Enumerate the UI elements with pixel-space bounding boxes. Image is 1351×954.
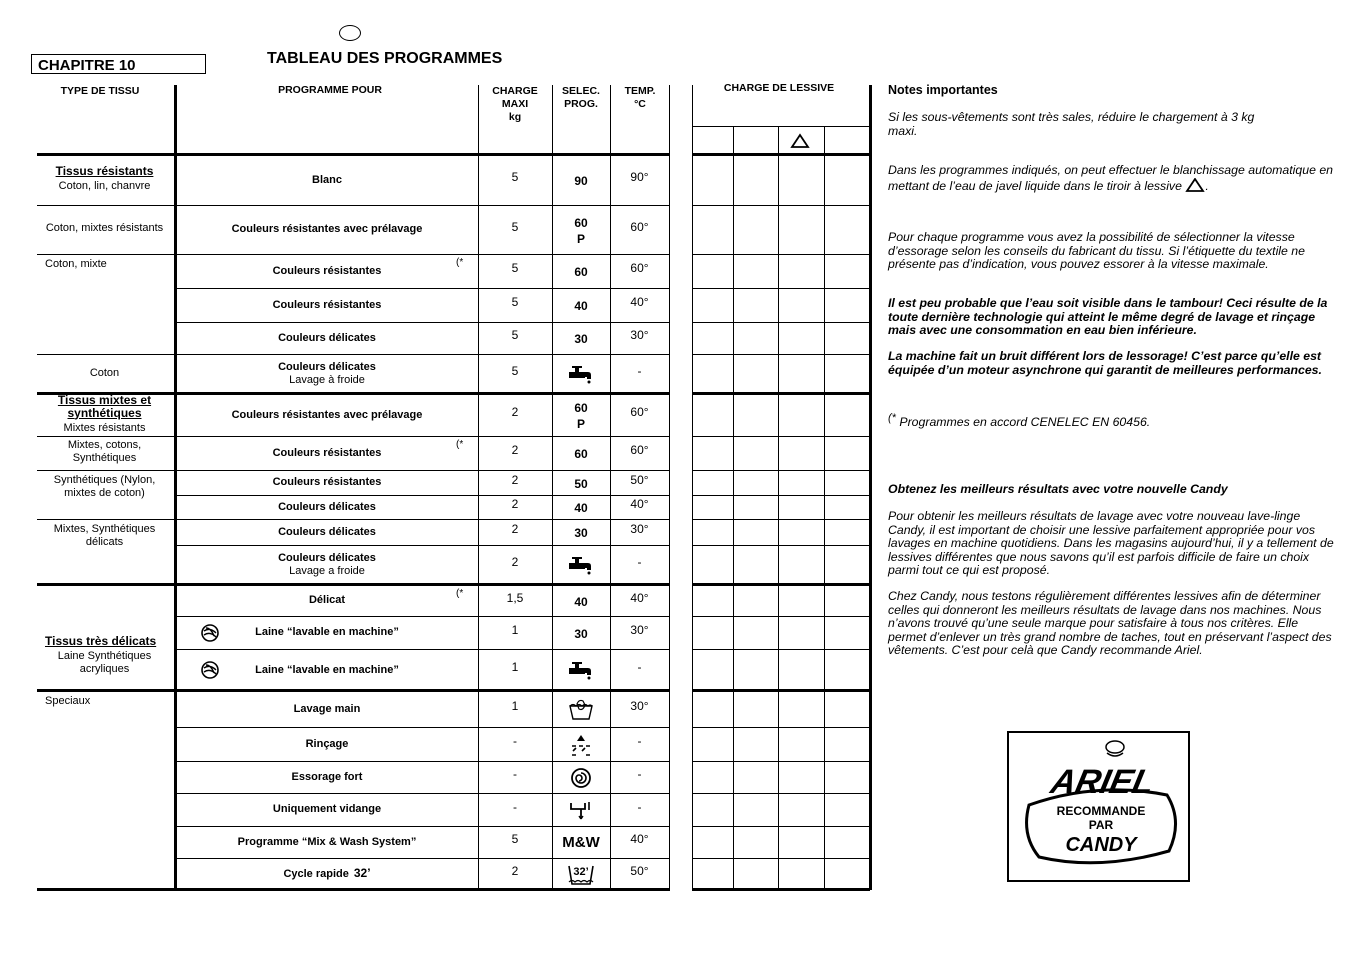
program-name — [198, 497, 456, 517]
table-rule — [176, 205, 670, 206]
program-name — [198, 521, 456, 543]
temperature-value: 30° — [630, 522, 649, 536]
program-name — [198, 795, 456, 824]
table-rule — [37, 583, 174, 586]
fabric-group-subtitle: Coton, lin, chanvre — [58, 180, 151, 192]
charge-value: 5 — [511, 364, 519, 378]
program-label: Couleurs résistantes avec prélavage — [231, 223, 423, 235]
program-label: Lavage main — [293, 702, 361, 715]
program-selector-value: 40 — [574, 299, 588, 313]
program-name — [198, 860, 456, 888]
temperature-value: - — [637, 660, 642, 674]
table-rule — [176, 436, 670, 437]
charge-value: - — [513, 767, 517, 781]
program-name — [198, 729, 456, 759]
table-rule — [692, 649, 870, 650]
header-fabric: TYPE DE TISSU — [60, 85, 140, 97]
fabric-group — [45, 474, 164, 513]
temperature-value: - — [637, 767, 642, 781]
fabric-group — [45, 209, 164, 248]
wool-icon — [200, 660, 220, 685]
fabric-group-subtitle: Laine Synthétiques acryliques — [57, 649, 152, 675]
note-paragraph: Pour obtenir les meilleurs résultats de lavage avec votre nouveau lave-linge Candy, il est important de choisir une lessive parfaitement appropriée pour vos lavages en machine quotidiens. Dans les magasins aujourd’hui, il y a tellement de lessives différentes que nous savons qu’il est parfois difficile de faire un choix parmi tout ce qui est proposé. — [888, 509, 1334, 577]
table-rule — [176, 495, 670, 496]
temperature-value: - — [637, 555, 642, 569]
bleach-triangle-icon — [790, 133, 810, 149]
table-rule — [176, 727, 670, 728]
page-title: TABLEAU DES PROGRAMMES — [267, 50, 503, 67]
header-detergent: CHARGE DE LESSIVE — [723, 82, 835, 94]
table-rule — [37, 470, 174, 471]
fabric-group — [45, 358, 164, 388]
charge-value: 1 — [511, 699, 519, 713]
program-label: Couleurs délicates — [278, 361, 376, 373]
program-label: Couleurs délicates — [278, 500, 376, 513]
program-label: Couleurs résistantes — [272, 264, 382, 277]
program-selector-value: 30 — [574, 332, 588, 346]
charge-value: 2 — [511, 497, 519, 511]
charge-value: 2 — [511, 555, 519, 569]
temperature-value: 60° — [630, 261, 649, 275]
logo-brand: ARIEL — [1047, 763, 1158, 801]
header-charge — [480, 85, 550, 124]
table-rule — [176, 616, 670, 617]
table-rule — [692, 470, 870, 471]
logo-line: RECOMMANDE — [1056, 804, 1146, 818]
program-sublabel: Lavage à froide — [289, 374, 365, 386]
charge-value: 5 — [511, 261, 519, 275]
program-selector-value: 60 — [574, 447, 588, 461]
charge-value: 2 — [511, 472, 519, 487]
temperature-value: 30° — [630, 328, 649, 342]
program-name — [198, 207, 456, 252]
table-rule — [692, 205, 870, 206]
program-selector-value: 60 P — [574, 401, 588, 431]
chapter-label: CHAPITRE 10 — [31, 54, 206, 74]
notes-section — [888, 84, 1338, 98]
charge-value: - — [513, 734, 517, 748]
program-selector-value: 30 — [574, 626, 588, 641]
temperature-value: 50° — [630, 472, 649, 487]
header-program: PROGRAMME POUR — [278, 84, 382, 96]
fabric-group — [45, 392, 164, 434]
table-rule — [37, 888, 176, 891]
fabric-group-subtitle: Synthétiques (Nylon, mixtes de coton) — [53, 474, 156, 499]
note-paragraph: Si les sous-vêtements sont très sales, réduire le chargement à 3 kg maxi. — [888, 110, 1255, 138]
program-sublabel: Lavage a froide — [289, 565, 365, 577]
program-label: Cycle rapide — [283, 868, 349, 880]
table-rule — [692, 888, 870, 891]
cold-tap-icon — [552, 547, 610, 585]
fabric-group — [45, 523, 164, 579]
cold-tap-icon — [552, 356, 610, 394]
table-rule — [692, 288, 870, 289]
program-name — [198, 157, 456, 203]
program-selector-value: 90 — [574, 174, 588, 188]
temperature-value: 40° — [630, 590, 649, 605]
program-name — [198, 587, 456, 614]
table-rule — [176, 519, 670, 520]
program-label: Laine “lavable en machine” — [255, 663, 399, 676]
page-number-oval — [339, 25, 361, 41]
table-rule — [176, 545, 670, 546]
fabric-group-title: Tissus mixtes et synthétiques — [57, 392, 152, 420]
program-name — [198, 356, 456, 392]
header-temp-line: °C — [634, 98, 646, 110]
table-rule — [692, 826, 870, 827]
temperature-value: 40° — [630, 295, 649, 309]
table-rule — [692, 545, 870, 546]
table-rule — [824, 126, 825, 890]
charge-value: 5 — [511, 295, 519, 309]
header-select — [553, 85, 609, 111]
table-rule — [692, 254, 870, 255]
notes-heading: Notes importantes — [888, 83, 998, 97]
program-selector-value: 40 — [574, 594, 588, 609]
fabric-group-subtitle: Coton, mixtes résistants — [45, 222, 164, 234]
fabric-group-subtitle: Speciaux — [45, 695, 91, 707]
fabric-group — [45, 695, 164, 884]
table-rule — [176, 288, 670, 289]
table-rule — [692, 858, 870, 859]
table-rule — [692, 322, 870, 323]
fabric-group — [45, 159, 164, 199]
program-duration: 32’ — [353, 866, 371, 880]
temperature-value: 60° — [630, 405, 649, 419]
footnote-mark: (* — [456, 588, 464, 599]
fabric-group-title: Tissus résistants — [55, 164, 154, 178]
bleach-triangle-icon — [1185, 178, 1205, 192]
temperature-value: - — [637, 799, 642, 814]
note-paragraph: Chez Candy, nous testons régulièrement différentes lessives afin de déterminer celles qui donneront les meilleurs résultats de lavage dans nos machines. Nous n’avons trouvé qu’une seule marque pour satisfaire à tous nos critères. Elle permet d’enlever un très grand nombre de taches, tout en préservant l’aspect des vêtements. C’est pour celà que Candy recommande Ariel. — [888, 589, 1332, 657]
table-rule — [733, 126, 734, 890]
table-rule — [176, 470, 670, 471]
charge-value: 2 — [511, 405, 519, 419]
note-bleach-text: Dans les programmes indiqués, on peut effectuer le blanchissage automatique en mettant de l’eau de javel liquide dans le tiroir à lessive — [888, 163, 1334, 193]
temperature-value: 90° — [630, 170, 649, 184]
program-selector-value: M&W — [562, 834, 600, 851]
table-rule — [37, 205, 174, 206]
wool-icon — [200, 623, 220, 648]
rapid-32-icon — [552, 860, 610, 890]
table-rule — [692, 436, 870, 437]
table-rule — [692, 689, 870, 692]
charge-value: 5 — [511, 219, 519, 234]
table-rule — [176, 793, 670, 794]
logo-line: PAR — [1088, 818, 1114, 832]
table-rule — [778, 126, 779, 890]
charge-value: - — [513, 799, 517, 814]
charge-value: 1,5 — [506, 590, 524, 605]
program-name — [198, 324, 456, 352]
program-label: Couleurs résistantes — [272, 298, 382, 311]
program-name — [198, 693, 456, 725]
program-label: Couleurs délicates — [278, 552, 376, 564]
header-temp-line: TEMP. — [624, 85, 656, 97]
charge-value: 1 — [511, 660, 519, 674]
table-rule — [692, 616, 870, 617]
program-label: Couleurs résistantes avec prélavage — [231, 408, 423, 421]
footnote-mark: (* — [888, 412, 896, 424]
fabric-group-subtitle: Mixtes, cotons, Synthétiques — [67, 439, 142, 464]
footnote-mark: (* — [456, 257, 464, 268]
note-paragraph: Dans les programmes indiqués, on peut effectuer le blanchissage automatique en mettant de l’eau de javel liquide dans le tiroir à lessive . — [888, 163, 1334, 193]
table-rule — [692, 354, 870, 355]
program-label: Rinçage — [305, 737, 349, 750]
note-paragraph: La machine fait un bruit différent lors de lessorage! C’est parce qu’elle est équipée d’un moteur asynchrone qui garantit de meilleures performances. — [888, 349, 1322, 377]
fabric-group — [45, 607, 164, 703]
logo-candy: CANDY — [1065, 834, 1137, 856]
header-select-line: PROG. — [564, 98, 598, 110]
temperature-value: 40° — [630, 497, 649, 511]
footnote-mark: (* — [456, 439, 464, 450]
temperature-value: 50° — [630, 864, 649, 878]
table-rule — [692, 793, 870, 794]
rinse-icon — [552, 729, 610, 761]
table-rule — [37, 354, 174, 355]
footnote-text: Programmes en accord CENELEC EN 60456. — [899, 415, 1151, 430]
program-name — [198, 618, 456, 647]
program-label: Programme “Mix & Wash System” — [237, 835, 417, 848]
program-label: Essorage fort — [291, 770, 363, 783]
fabric-group-subtitle: Mixtes résistants — [63, 421, 146, 434]
drain-icon — [552, 795, 610, 826]
program-label: Blanc — [312, 173, 342, 186]
table-rule — [176, 153, 670, 156]
note-paragraph: Pour chaque programme vous avez la possibilité de sélectionner la vitesse d’essorage selon les conseils du fabricant du tissu. Si l’étiquette du textile ne présente pas d’indication, vous pouvez essorer à la vitesse maximale. — [888, 230, 1305, 271]
program-name — [198, 438, 456, 468]
spin-icon — [552, 763, 610, 793]
header-charge-line: MAXI — [501, 98, 529, 110]
table-rule — [176, 354, 670, 355]
notes-heading-2: Obtenez les meilleurs résultats avec votre nouvelle Candy — [888, 482, 1228, 496]
temperature-value: 30° — [630, 622, 649, 637]
table-rule — [692, 583, 870, 586]
ariel-logo — [1007, 731, 1190, 882]
temperature-value: 60° — [630, 219, 649, 234]
program-name — [198, 256, 456, 286]
table-rule — [176, 322, 670, 323]
table-rule — [692, 126, 870, 127]
table-rule — [37, 436, 174, 437]
table-rule — [176, 761, 670, 762]
program-name — [198, 651, 456, 689]
program-name — [198, 828, 456, 856]
fabric-group-subtitle: Mixtes, Synthétiques délicats — [53, 523, 156, 548]
program-label: Laine “lavable en machine” — [255, 626, 399, 638]
table-rule — [692, 392, 870, 395]
table-rule — [176, 649, 670, 650]
table-rule — [37, 153, 174, 156]
table-rule — [692, 519, 870, 520]
program-selector-value: 60 — [574, 265, 588, 279]
header-charge-line: CHARGE — [492, 85, 538, 97]
program-name — [198, 547, 456, 583]
program-label: Uniquement vidange — [272, 803, 382, 815]
table-rule — [176, 826, 670, 827]
fabric-group-subtitle: Coton, mixte — [45, 258, 107, 270]
program-label: Couleurs délicates — [278, 525, 376, 538]
fabric-group-subtitle: Coton — [89, 366, 120, 379]
program-name — [198, 472, 456, 493]
cold-tap-icon — [552, 651, 610, 691]
temperature-value: 30° — [630, 699, 649, 713]
header-charge-line: kg — [508, 111, 522, 123]
program-name — [198, 396, 456, 434]
table-rule — [692, 761, 870, 762]
ariel-logo-graphic — [1009, 733, 1188, 880]
charge-value: 1 — [511, 622, 519, 637]
table-rule — [37, 519, 174, 520]
note-paragraph: Il est peu probable que l’eau soit visible dans le tambour! Ceci résulte de la toute dernière technologie qui atteint le même degré de lavage et rinçage mais avec une consommation en eau bien inférieure. — [888, 296, 1328, 337]
program-label: Délicat — [308, 594, 346, 606]
program-label-wrap — [283, 867, 370, 881]
program-selector-value: 50 — [574, 476, 588, 491]
program-selector-value: 60 P — [574, 215, 588, 246]
charge-value: 5 — [511, 170, 519, 184]
program-name — [198, 290, 456, 320]
charge-value: 5 — [511, 328, 519, 342]
temperature-value: - — [637, 364, 642, 378]
charge-value: 5 — [511, 832, 519, 846]
charge-value: 2 — [511, 443, 519, 457]
charge-value: 2 — [511, 522, 519, 536]
temperature-value: - — [637, 734, 642, 748]
fabric-group — [45, 440, 164, 464]
table-rule — [176, 254, 670, 255]
program-selector-value: 40 — [574, 501, 588, 515]
header-select-line: SELEC. — [562, 85, 600, 97]
program-label: Couleurs résistantes — [272, 476, 382, 488]
header-temp — [612, 85, 668, 111]
table-rule — [692, 153, 870, 156]
table-rule — [37, 254, 174, 255]
svg-text:32’: 32’ — [573, 866, 589, 878]
program-selector-value: 30 — [574, 526, 588, 540]
temperature-value: 40° — [630, 832, 649, 846]
hand-wash-icon — [552, 693, 610, 727]
table-rule — [176, 858, 670, 859]
table-rule — [692, 495, 870, 496]
charge-value: 2 — [511, 864, 519, 878]
program-label: Couleurs résistantes — [272, 446, 382, 459]
footnote — [888, 412, 1338, 430]
temperature-value: 60° — [630, 443, 649, 457]
fabric-group — [45, 258, 164, 348]
fabric-group-title: Tissus très délicats — [45, 633, 157, 648]
program-label: Couleurs délicates — [278, 331, 376, 344]
program-name — [198, 763, 456, 791]
table-rule — [692, 727, 870, 728]
